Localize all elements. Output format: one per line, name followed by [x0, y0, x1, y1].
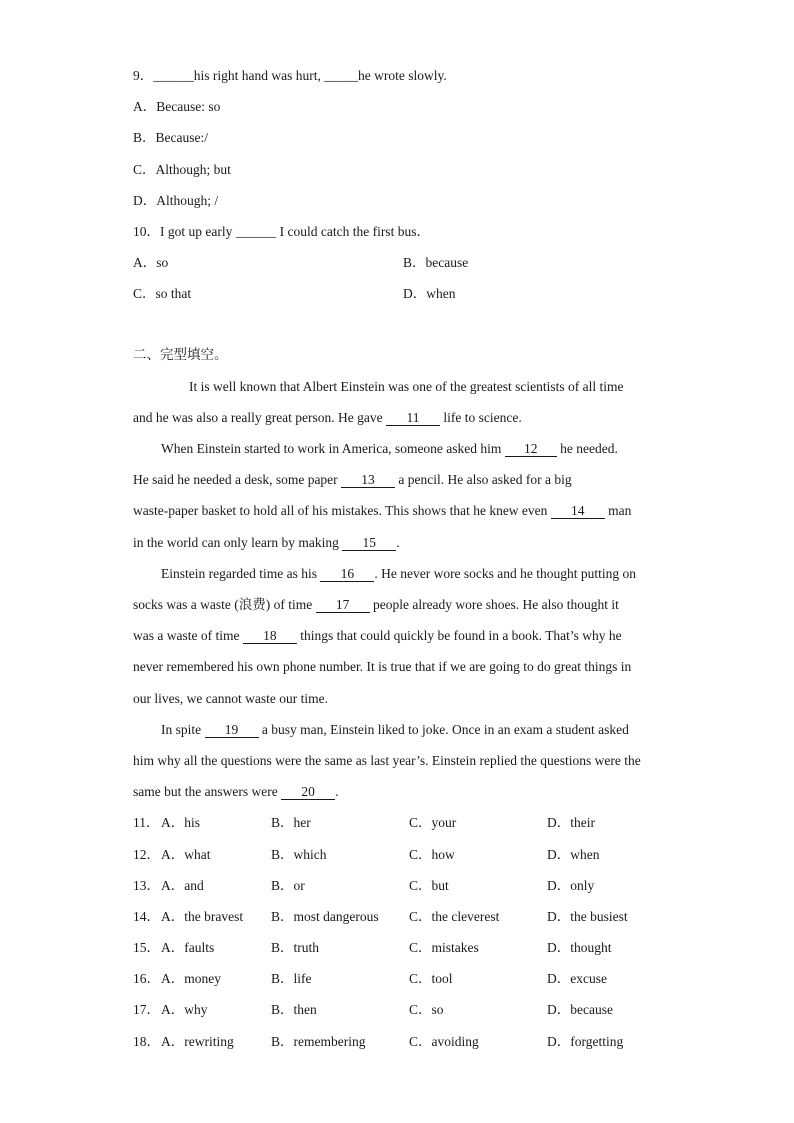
choice-option-d: D．the busiest — [547, 908, 628, 924]
choice-row — [133, 963, 673, 994]
passage-text: a pencil. He also asked for a big — [395, 472, 572, 488]
passage-text: He said he needed a desk, some paper — [133, 472, 342, 488]
passage-text: life to science. — [440, 409, 522, 425]
passage-p2-line-3 — [133, 495, 673, 526]
choice-option-b: B．which — [271, 846, 327, 862]
choice-row — [133, 932, 673, 963]
passage-p1-line-1: It is well known that Albert Einstein was one of the greatest scientists of all time — [189, 378, 624, 394]
choice-row — [133, 901, 673, 932]
blank-12: 12 — [505, 442, 557, 457]
q9-option-b: B．Because:/ — [133, 130, 208, 146]
blank-14: 14 — [551, 504, 605, 519]
choice-option-c: C．mistakes — [409, 940, 479, 956]
choice-row — [133, 1026, 673, 1057]
passage-p3-line-3 — [133, 620, 673, 651]
passage-text: In spite — [161, 721, 205, 737]
passage-p3-line-5: our lives, we cannot waste our time. — [133, 690, 328, 706]
choice-option-b: B．remembering — [271, 1033, 366, 1049]
passage-text: things that could quickly be found in a book. That’s why he — [296, 628, 622, 644]
q9-blank-1: ______ — [153, 68, 194, 83]
q10-option-c: C．so that — [133, 286, 192, 302]
choice-option-a: A．and — [161, 877, 204, 893]
choice-option-d: D．when — [547, 846, 600, 862]
choice-option-d: D．only — [547, 877, 595, 893]
q10-blank: ______ — [235, 223, 277, 239]
choice-number: 11． — [133, 815, 160, 831]
choice-option-b: B．her — [271, 815, 311, 831]
q10-options-row-1 — [133, 247, 673, 278]
q9-option-c: C．Although; but — [133, 161, 231, 177]
choice-number: 14． — [133, 908, 160, 924]
choice-option-c: C．so — [409, 1002, 444, 1018]
q10-text-start: 10．I got up early — [133, 223, 236, 239]
question-9-stem — [133, 60, 673, 91]
passage-text: a busy man, Einstein liked to joke. Once in an exam a student asked — [258, 721, 629, 737]
passage-p2-line-4 — [133, 527, 673, 558]
passage-text: Einstein regarded time as his — [161, 565, 321, 581]
choice-option-a: A．faults — [161, 940, 215, 956]
choice-option-a: A．why — [161, 1002, 208, 1018]
passage-text: When Einstein started to work in America, someone asked him — [161, 441, 505, 457]
choice-option-b: B．truth — [271, 940, 320, 956]
choice-option-b: B．or — [271, 877, 305, 893]
q9-option-d: D．Although; / — [133, 192, 219, 208]
passage-text: man — [604, 503, 632, 519]
passage-p2-line-2 — [133, 464, 673, 495]
question-10-stem — [133, 216, 673, 247]
choice-option-c: C．but — [409, 877, 449, 893]
passage-text: socks was a waste (浪费) of time — [133, 597, 316, 612]
passage-text: . He never wore socks and he thought putting on — [374, 565, 637, 581]
choice-option-a: A．money — [161, 971, 221, 987]
blank-19: 19 — [205, 723, 259, 738]
passage-p4-line-2: him why all the questions were the same as last year’s. Einstein replied the questions were the — [133, 752, 641, 768]
passage-text: he needed. — [556, 441, 618, 457]
choice-row — [133, 994, 673, 1025]
passage-text: waste-paper basket to hold all of his mistakes. This shows that he knew even — [133, 503, 551, 519]
choice-number: 12． — [133, 846, 160, 862]
choice-option-a: A．rewriting — [161, 1033, 234, 1049]
q10-option-b: B．because — [403, 255, 469, 271]
choice-option-d: D．forgetting — [547, 1033, 624, 1049]
passage-text: was a waste of time — [133, 628, 243, 644]
passage-text: in the world can only learn by making — [133, 534, 343, 550]
choice-number: 17． — [133, 1002, 160, 1018]
q9-number: 9． — [133, 68, 154, 83]
passage-p4-line-3 — [133, 776, 673, 807]
passage-text: . — [396, 534, 400, 550]
blank-11: 11 — [386, 411, 440, 426]
passage-p2-line-1 — [133, 433, 673, 464]
choice-option-d: D．excuse — [547, 971, 607, 987]
passage-text: . — [335, 784, 339, 800]
passage-p4-line-1 — [133, 714, 673, 745]
q9-text-mid: his right hand was hurt, — [193, 68, 325, 83]
choice-number: 18． — [133, 1033, 160, 1049]
choice-option-b: B．life — [271, 971, 312, 987]
choice-option-b: B．then — [271, 1002, 317, 1018]
blank-15: 15 — [342, 536, 396, 551]
passage-p3-line-2 — [133, 589, 673, 620]
blank-13: 13 — [341, 473, 395, 488]
choice-option-c: C．the cleverest — [409, 908, 500, 924]
choice-option-c: C．how — [409, 846, 455, 862]
choice-option-a: A．his — [161, 815, 201, 831]
worksheet-page — [133, 60, 673, 1057]
choice-option-d: D．their — [547, 815, 595, 831]
q9-blank-2: _____ — [324, 68, 358, 83]
q10-option-d: D．when — [403, 286, 456, 302]
section-2-title: 二、完型填空。 — [133, 346, 228, 363]
choice-option-b: B．most dangerous — [271, 908, 379, 924]
q9-option-a: A．Because: so — [133, 99, 221, 115]
choice-option-a: A．the bravest — [161, 908, 244, 924]
choice-option-d: D．because — [547, 1002, 613, 1018]
choice-number: 15． — [133, 940, 160, 956]
q10-options-row-2 — [133, 278, 673, 309]
choice-option-c: C．your — [409, 815, 457, 831]
choice-number: 13． — [133, 877, 160, 893]
blank-20: 20 — [281, 785, 335, 800]
choice-row — [133, 839, 673, 870]
passage-p1-line-2 — [133, 402, 673, 433]
passage-text: same but the answers were — [133, 784, 282, 800]
passage-text: people already wore shoes. He also thought it — [369, 597, 619, 612]
choice-option-c: C．tool — [409, 971, 453, 987]
choice-row — [133, 870, 673, 901]
blank-16: 16 — [320, 567, 374, 582]
q9-text-end: he wrote slowly. — [358, 68, 447, 83]
choice-row — [133, 807, 673, 838]
passage-p3-line-4: never remembered his own phone number. It is true that if we are going to do great things in — [133, 659, 632, 675]
choice-number: 16． — [133, 971, 160, 987]
q10-text-end: I could catch the first bus． — [276, 223, 430, 239]
blank-18: 18 — [243, 629, 297, 644]
choice-option-c: C．avoiding — [409, 1033, 479, 1049]
blank-17: 17 — [316, 598, 370, 613]
choice-option-a: A．what — [161, 846, 211, 862]
passage-p3-line-1 — [133, 558, 673, 589]
choice-option-d: D．thought — [547, 940, 612, 956]
passage-text: and he was also a really great person. He gave — [133, 409, 387, 425]
q10-option-a: A．so — [133, 255, 169, 271]
